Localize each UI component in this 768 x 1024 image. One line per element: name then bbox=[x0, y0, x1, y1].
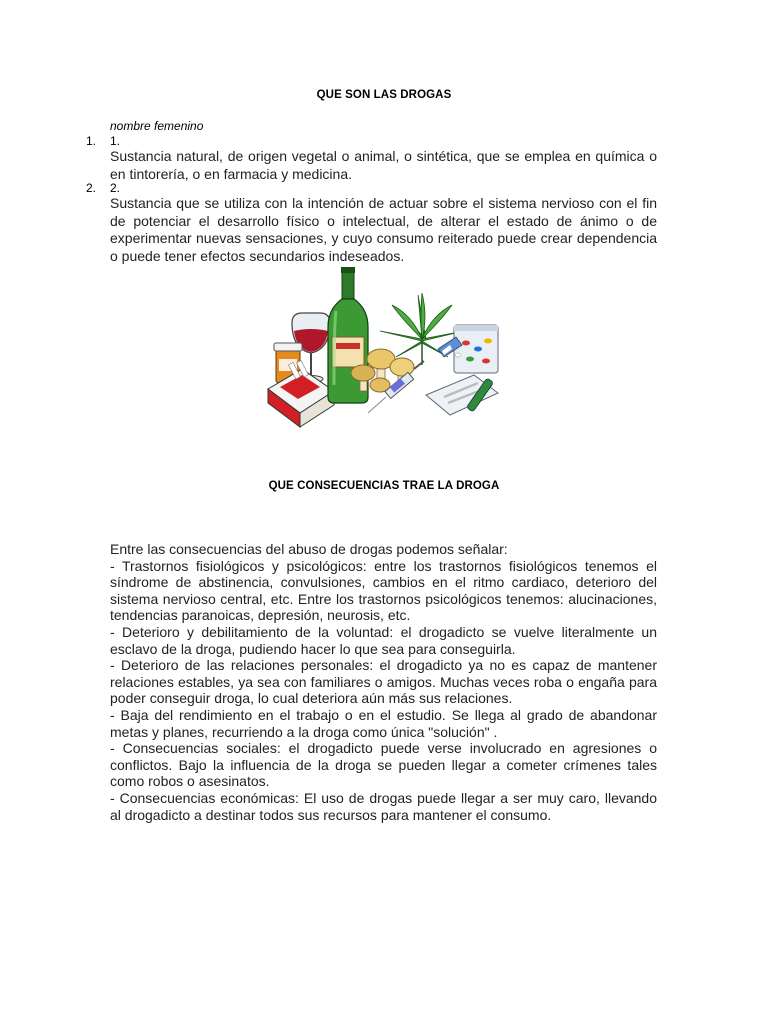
consequence-item: - Deterioro de las relaciones personales: el drogadicto ya no es capaz de mantener relaciones estables, ya sea con familiares o amigos. Muchas veces roba o engaña para poder conseguir droga, lo cual deteriora aún más sus relaciones. bbox=[110, 657, 657, 707]
consequence-item: - Deterioro y debilitamiento de la voluntad: el drogadicto se vuelve literalmente un esclavo de la droga, pudiendo hacer lo que sea para conseguirla. bbox=[110, 623, 657, 657]
page-title: QUE SON LAS DROGAS bbox=[316, 89, 452, 101]
definition-text: Sustancia que se utiliza con la intención de actuar sobre el sistema nervioso con el fin de potenciar el desarrollo físico o intelectual, de alterar el estado de ánimo o de experimentar nuevas sensaciones, y cuyo consumo reiterado puede crear dependencia o puede tener efectos secundarios indeseados. bbox=[110, 195, 657, 264]
definition-outer-number: 2. bbox=[86, 181, 97, 195]
consequences-intro: Entre las consecuencias del abuso de drogas podemos señalar: bbox=[110, 541, 508, 557]
powder-packet-icon bbox=[426, 375, 498, 415]
consequences-text bbox=[110, 541, 657, 823]
definition-inner-number: 1. bbox=[110, 134, 121, 148]
drugs-illustration bbox=[262, 265, 512, 435]
definition-outer-number: 1. bbox=[86, 134, 97, 148]
definition-text: Sustancia natural, de origen vegetal o animal, o sintética, que se emplea en química o en tintorería, o en farmacia y medicina. bbox=[110, 148, 657, 182]
definition-inner-number: 2. bbox=[110, 181, 121, 195]
consequence-item: - Baja del rendimiento en el trabajo o en el estudio. Se llega al grado de abandonar metas y planes, recurriendo a la droga como única "solución" . bbox=[110, 706, 657, 740]
grammar-label: nombre femenino bbox=[110, 119, 204, 133]
consequence-item: - Consecuencias económicas: El uso de drogas puede llegar a ser muy caro, llevando al drogadicto a destinar todos sus recursos para mantener el consumo. bbox=[110, 789, 657, 823]
section-title: QUE CONSECUENCIAS TRAE LA DROGA bbox=[268, 480, 500, 492]
consequence-item: - Trastornos fisiológicos y psicológicos: entre los trastornos fisiológicos tenemos el síndrome de abstinencia, convulsiones, cambios en el ritmo cardiaco, deterioro del sistema nervioso central, etc. Entre los trastornos psicológicos tenemos: alucinaciones, tendencias paranoicas, depresión, neurosis, etc. bbox=[110, 557, 657, 624]
consequence-item: - Consecuencias sociales: el drogadicto puede verse involucrado en agresiones o conflictos. Bajo la influencia de la droga se pueden llegar a cometer crímenes tales como robos o asesinatos. bbox=[110, 740, 657, 790]
pills-bag-icon bbox=[438, 325, 498, 373]
